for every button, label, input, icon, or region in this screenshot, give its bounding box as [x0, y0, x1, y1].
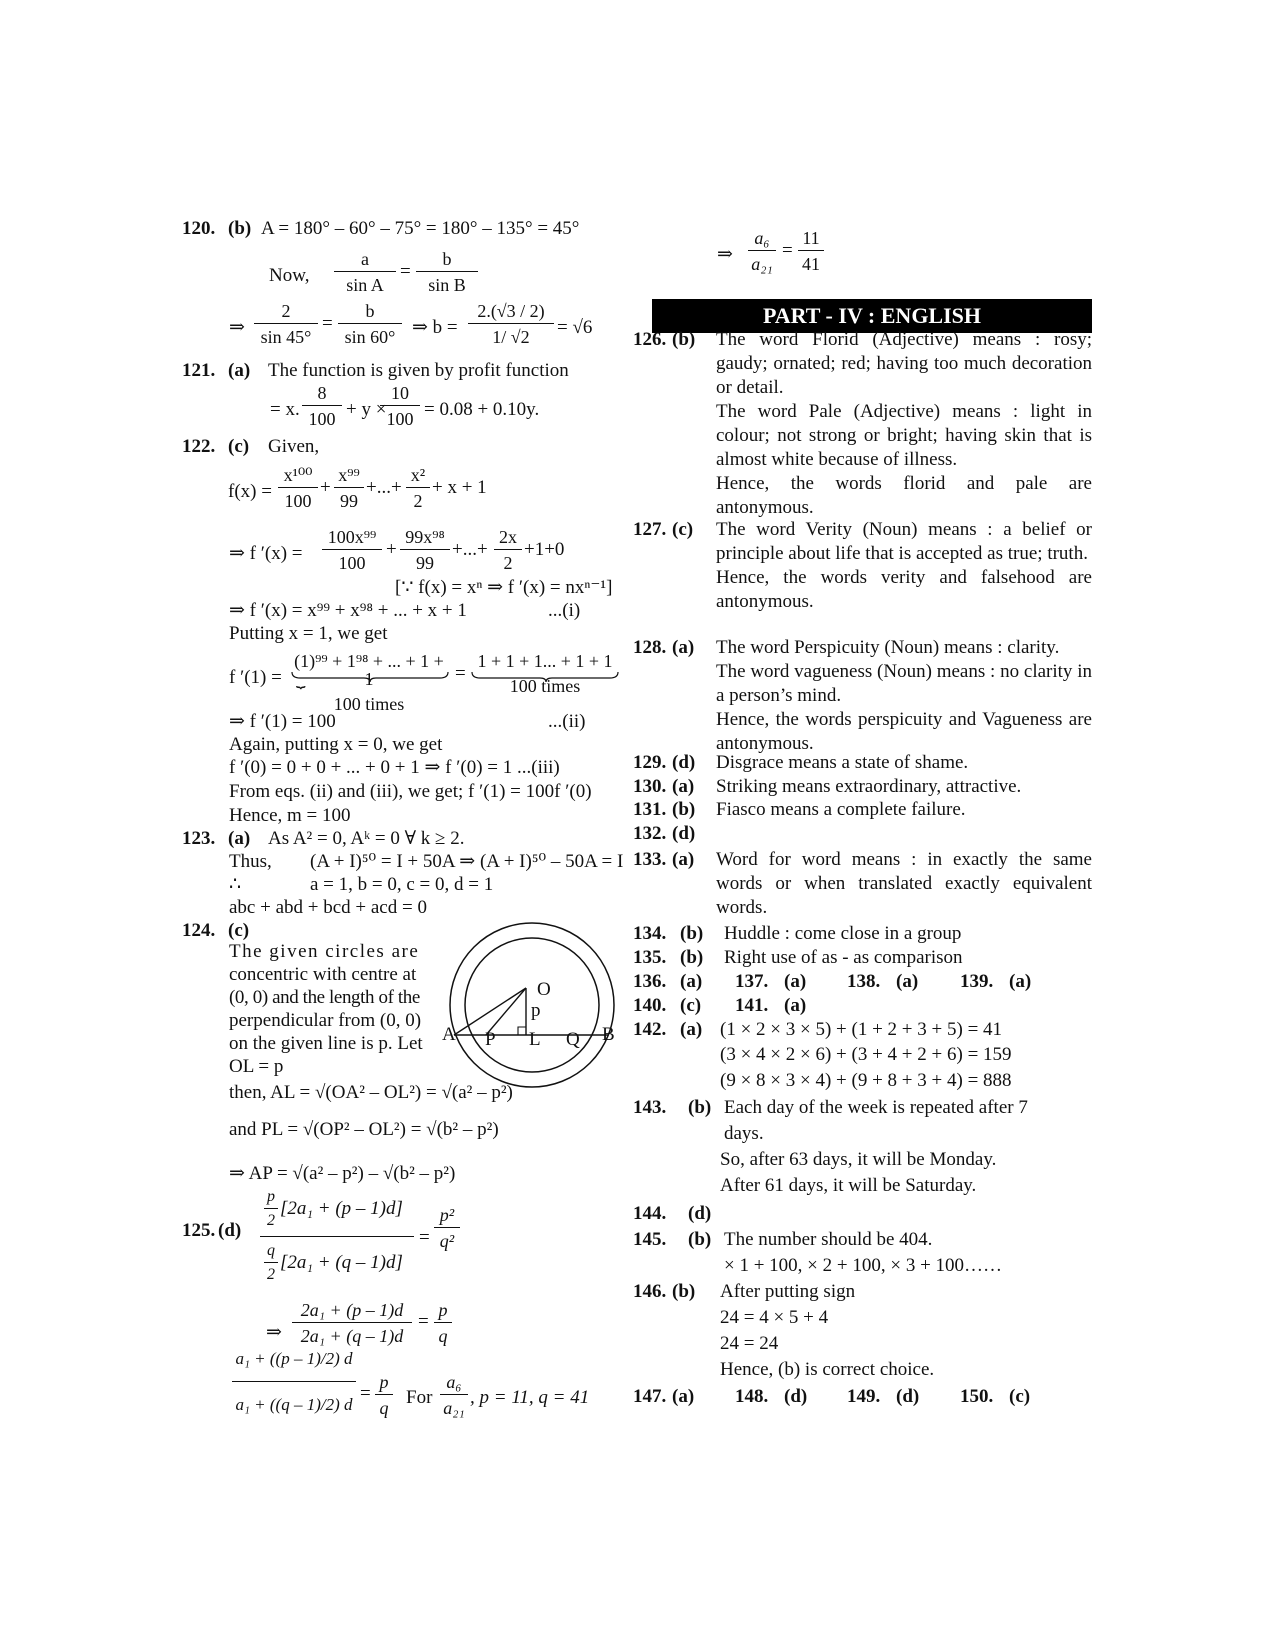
- q120-frac-3: $\frac{b}{\sin 60^\circ}$: [338, 302, 402, 346]
- q124-label-o: O: [537, 979, 551, 1000]
- q123-answer: (a): [228, 828, 251, 849]
- q145-number: 145.: [633, 1229, 667, 1250]
- q123-line2: (A + I)⁵⁰ = I + 50A ⇒ (A + I)⁵⁰ – 50A = I: [310, 851, 624, 872]
- q125-big-num: [2a₁ + (p – 1)d]: [280, 1198, 403, 1219]
- q139-number: 139.: [960, 971, 994, 992]
- q125-num-pre: $\frac{p}{2}$: [264, 1189, 278, 1229]
- q145-line2: × 1 + 100, × 2 + 100, × 3 + 100……: [724, 1255, 1003, 1276]
- q143-number: 143.: [633, 1097, 667, 1118]
- q135-text: Right use of as - as comparison: [724, 947, 963, 968]
- q125-arrow: ⇒: [266, 1322, 282, 1343]
- part-iv-english-banner: PART - IV : ENGLISH: [652, 299, 1092, 333]
- q122-u2: $\frac{\text{99x⁹⁸}}{99}$: [400, 528, 450, 572]
- q120-frac-4: $\frac{2.(√3 / 2)}{1/ √2}$: [468, 302, 554, 346]
- q122-given: Given,: [268, 436, 320, 457]
- q146-number: 146.: [633, 1281, 667, 1302]
- q130-number: 130.: [633, 776, 667, 797]
- q145-answer: (b): [688, 1229, 712, 1250]
- q120-frac-a: $\frac{a}{\text{sin A}}$: [334, 250, 396, 294]
- q139-answer: (a): [1009, 971, 1032, 992]
- q128-answer: (a): [672, 637, 695, 658]
- q124-answer: (c): [228, 920, 250, 941]
- q145-line1: The number should be 404.: [724, 1229, 933, 1250]
- q122-answer: (c): [228, 436, 250, 457]
- q146-line1: After putting sign: [720, 1281, 856, 1302]
- q122-putting: Putting x = 1, we get: [229, 623, 388, 644]
- q129-answer: (d): [672, 752, 696, 773]
- q146-answer: (b): [672, 1281, 696, 1302]
- q146-line2: 24 = 4 × 5 + 4: [720, 1307, 829, 1328]
- q143-line4: After 61 days, it will be Saturday.: [720, 1175, 977, 1196]
- q122-line-i: ⇒ f ′(x) = x⁹⁹ + x⁹⁸ + ... + x + 1: [229, 600, 467, 621]
- q120-result: = √6: [557, 317, 593, 338]
- q124-label-p: p: [531, 1000, 541, 1021]
- q122-u3: $\frac{2x}{2}$: [494, 528, 522, 572]
- q140-number: 140.: [633, 995, 667, 1016]
- q143-line3: So, after 63 days, it will be Monday.: [720, 1149, 997, 1170]
- q121-text: The function is given by profit function: [268, 360, 569, 381]
- q142-answer: (a): [680, 1019, 703, 1040]
- q125-f2: $\frac{\text{2a₁ + (p – 1)d}}{\text{2a₁ + (q – 1)d}}$: [292, 1301, 412, 1345]
- q122-tag-ii: ...(ii): [548, 711, 586, 732]
- q122-u1: $\frac{\text{100x⁹⁹}}{100}$: [322, 528, 382, 572]
- q149-number: 149.: [847, 1386, 881, 1407]
- q124-number: 124.: [182, 920, 216, 941]
- q123-line4: abc + abd + bcd + acd = 0: [229, 897, 427, 918]
- q122-tail: + x + 1: [432, 477, 487, 498]
- q125-top-frac: $\frac{\text{a₆}}{\text{a₂₁}}$: [748, 229, 776, 273]
- q124-pl: and PL = √(OP² – OL²) = √(b² – p²): [229, 1119, 499, 1140]
- q125-big-den: [2a₁ + (q – 1)d]: [280, 1252, 403, 1273]
- q148-number: 148.: [735, 1386, 769, 1407]
- q134-number: 134.: [633, 923, 667, 944]
- q126-number: 126.: [633, 329, 667, 350]
- q125-r1: $\frac{\text{p²}}{\text{q²}}$: [434, 1206, 460, 1250]
- q144-number: 144.: [633, 1203, 667, 1224]
- q137-answer: (a): [784, 971, 807, 992]
- q122-again: Again, putting x = 0, we get: [229, 734, 443, 755]
- q121-answer: (a): [228, 360, 251, 381]
- q128-number: 128.: [633, 637, 667, 658]
- q123-line3: a = 1, b = 0, c = 0, d = 1: [310, 874, 494, 895]
- q142-line3: (9 × 8 × 3 × 4) + (9 + 8 + 3 + 4) = 888: [720, 1070, 1012, 1091]
- q122-underbraces: [290, 670, 620, 682]
- q120-arrow: ⇒: [229, 317, 245, 338]
- q122-tag-i: ...(i): [548, 600, 581, 621]
- q125-f3: $\frac{\text{a₁ + ((p – 1)/2) d}}{\text{a₁ + ((q – 1)/2) d}}$: [232, 1350, 356, 1413]
- q134-text: Huddle : come close in a group: [724, 923, 962, 944]
- q130-text: Striking means extraordinary, attractive.: [716, 776, 1022, 797]
- q143-answer: (b): [688, 1097, 712, 1118]
- q142-line1: (1 × 2 × 3 × 5) + (1 + 2 + 3 + 5) = 41: [720, 1019, 1003, 1040]
- q142-number: 142.: [633, 1019, 667, 1040]
- q125-big-bar: [260, 1236, 414, 1237]
- q141-number: 141.: [735, 995, 769, 1016]
- q123-thus: Thus,: [229, 851, 272, 872]
- q126-text: The word Florid (Adjective) means : rosy; gaudy; ornated; red; having too much decoration or detail. The word Pale (Adjective) means : light in colour; not strong or bright; having skin that is almost white because of illness. Hence, the words florid and pale are antonymous.: [716, 329, 1092, 518]
- q131-number: 131.: [633, 799, 667, 820]
- q124-text: The given circles are concentric with centre at (0, 0) and the length of the perpendicular from (0, 0) on the given line is p. Let OL = p: [229, 941, 423, 1077]
- q122-since: [∵ f(x) = xⁿ ⇒ f ′(x) = nxⁿ⁻¹]: [395, 577, 613, 598]
- q129-number: 129.: [633, 752, 667, 773]
- q122-dots: +...+: [366, 477, 402, 498]
- q143-line1: Each day of the week is repeated after 7: [724, 1097, 1028, 1118]
- q120-number: 120.: [182, 218, 216, 239]
- q122-from: From eqs. (ii) and (iii), we get; f ′(1) = 100f ′(0): [229, 781, 592, 802]
- q134-answer: (b): [680, 923, 704, 944]
- q138-number: 138.: [847, 971, 881, 992]
- q122-utail: +1+0: [524, 539, 565, 560]
- q122-t3: $\frac{\text{x²}}{2}$: [406, 466, 430, 510]
- q122-number: 122.: [182, 436, 216, 457]
- q124-label-q: Q: [566, 1029, 580, 1050]
- q143-line2: days.: [724, 1123, 764, 1144]
- q123-number: 123.: [182, 828, 216, 849]
- q147-number: 147.: [633, 1386, 667, 1407]
- q122-t2: $\frac{\text{x⁹⁹}}{99}$: [334, 466, 364, 510]
- q122-fx: f(x) =: [228, 481, 272, 502]
- q120-line1: A = 180° – 60° – 75° = 180° – 135° = 45°: [261, 218, 580, 239]
- q136-answer: (a): [680, 971, 703, 992]
- q124-label-a: A: [442, 1024, 456, 1045]
- q133-text: Word for word means : in exactly the same words or when translated exactly equivalent words.: [716, 849, 1092, 918]
- q127-answer: (c): [672, 519, 694, 540]
- q123-line1: As A² = 0, Aᵏ = 0 ∀ k ≥ 2.: [268, 828, 465, 849]
- q137-number: 137.: [735, 971, 769, 992]
- q127-text: The word Verity (Noun) means : a belief or principle about life that is accepted as true; truth. Hence, the words verity and falsehood are antonymous.: [716, 519, 1092, 612]
- q122-fp1: f ′(1) =: [229, 667, 282, 688]
- q124-label-l: L: [529, 1029, 541, 1050]
- q147-answer: (a): [672, 1386, 695, 1407]
- q121-eq-c: = 0.08 + 0.10y.: [424, 399, 540, 420]
- q121-eq-a: = x.: [270, 399, 300, 420]
- q125-number: 125.: [182, 1220, 216, 1241]
- q138-answer: (a): [896, 971, 919, 992]
- q121-number: 121.: [182, 360, 216, 381]
- q122-v1: (1)⁹⁹ + 1⁹⁸ + ... + 1 + 1 100 times: [294, 651, 444, 714]
- q120-answer: (b): [228, 218, 252, 239]
- q150-number: 150.: [960, 1386, 994, 1407]
- q120-b-eq: ⇒ b =: [412, 317, 458, 338]
- q122-line-iii: f ′(0) = 0 + 0 + ... + 0 + 1 ⇒ f ′(0) = 1 ...(iii): [229, 757, 560, 778]
- q144-answer: (d): [688, 1203, 712, 1224]
- q121-frac-2: $\frac{10}{100}$: [380, 384, 420, 428]
- q124-label-b: B: [602, 1024, 615, 1045]
- q125-top-result: $\frac{11}{41}$: [798, 229, 824, 273]
- q148-answer: (d): [784, 1386, 808, 1407]
- q121-eq-b: + y ×: [346, 399, 387, 420]
- q149-answer: (d): [896, 1386, 920, 1407]
- q136-number: 136.: [633, 971, 667, 992]
- q120-now: Now,: [269, 265, 310, 286]
- q127-number: 127.: [633, 519, 667, 540]
- q142-line2: (3 × 4 × 2 × 6) + (3 + 4 + 2 + 6) = 159: [720, 1044, 1012, 1065]
- q120-frac-2: $\frac{2}{\sin 45^\circ}$: [254, 302, 318, 346]
- q125-den-pre: $\frac{q}{2}$: [264, 1243, 278, 1283]
- q150-answer: (c): [1009, 1386, 1031, 1407]
- q125-answer: (d): [218, 1220, 242, 1241]
- q125-r2: $\frac{p}{q}$: [434, 1301, 452, 1345]
- q141-answer: (a): [784, 995, 807, 1016]
- q131-answer: (b): [672, 799, 696, 820]
- q124-ap: ⇒ AP = √(a² – p²) – √(b² – p²): [229, 1163, 456, 1184]
- q125-f4: $\frac{\text{a₆}}{\text{a₂₁}}$: [440, 1373, 468, 1417]
- q125-cond: , p = 11, q = 41: [470, 1387, 590, 1408]
- q121-frac-1: $\frac{8}{100}$: [302, 384, 342, 428]
- q140-answer: (c): [680, 995, 702, 1016]
- q125-top-arrow: ⇒: [717, 244, 733, 265]
- q122-fpx: ⇒ f ′(x) =: [229, 543, 303, 564]
- q133-answer: (a): [672, 849, 695, 870]
- q124-al: then, AL = √(OA² – OL²) = √(a² – p²): [229, 1082, 513, 1103]
- q135-number: 135.: [633, 947, 667, 968]
- q131-text: Fiasco means a complete failure.: [716, 799, 966, 820]
- q133-number: 133.: [633, 849, 667, 870]
- q122-t1: $\frac{\text{x¹⁰⁰}}{100}$: [278, 466, 318, 510]
- q122-v2: 1 + 1 + 1... + 1 + 1 100 times: [477, 651, 613, 696]
- q135-answer: (b): [680, 947, 704, 968]
- q146-line3: 24 = 24: [720, 1333, 779, 1354]
- q130-answer: (a): [672, 776, 695, 797]
- q125-r3: $\frac{p}{q}$: [375, 1373, 393, 1417]
- q128-text: The word Perspicuity (Noun) means : clarity. The word vagueness (Noun) means : no clarity in a person’s mind. Hence, the words perspicuity and Vagueness are antonymous.: [716, 637, 1092, 754]
- q129-text: Disgrace means a state of shame.: [716, 752, 969, 773]
- q123-therefore: ∴: [229, 874, 242, 895]
- q122-line-ii: ⇒ f ′(1) = 100: [229, 711, 336, 732]
- q126-answer: (b): [672, 329, 696, 350]
- q120-frac-b: $\frac{b}{\text{sin B}}$: [416, 250, 478, 294]
- q125-for: For: [406, 1387, 433, 1408]
- q132-answer: (d): [672, 823, 696, 844]
- q122-hence: Hence, m = 100: [229, 805, 351, 826]
- q124-label-pp: P: [485, 1029, 496, 1050]
- q132-number: 132.: [633, 823, 667, 844]
- q146-line4: Hence, (b) is correct choice.: [720, 1359, 935, 1380]
